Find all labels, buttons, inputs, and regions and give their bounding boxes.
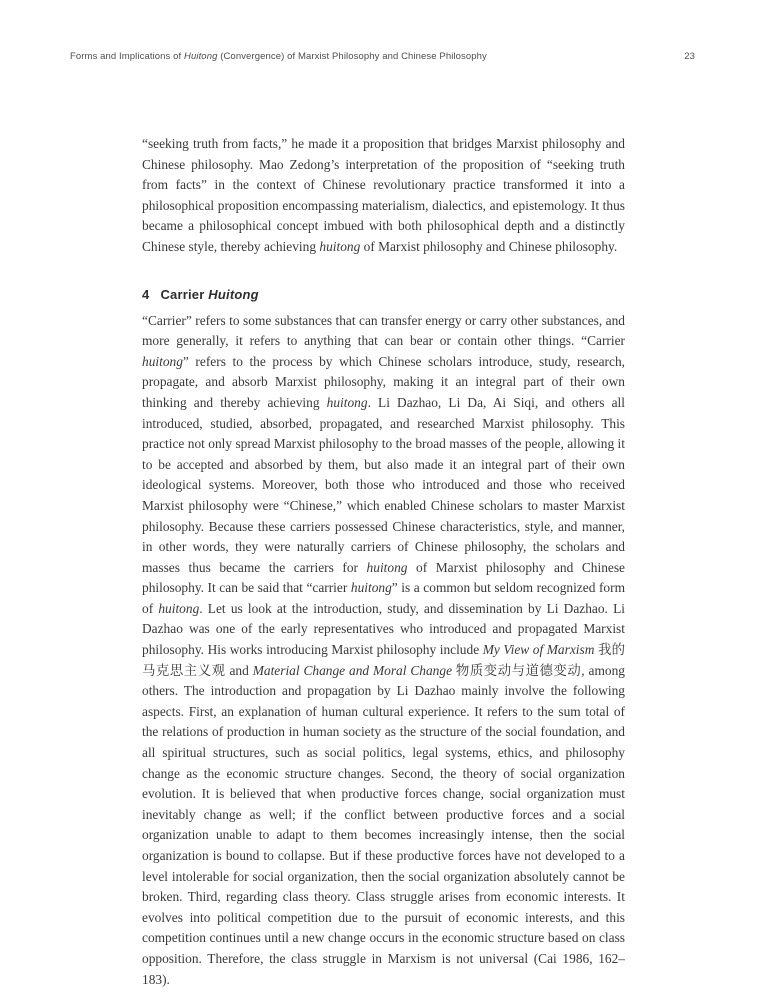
running-header-title: Forms and Implications of Huitong (Convergence) of Marxist Philosophy and Chinese Philosophy — [70, 51, 487, 62]
page-number: 23 — [684, 51, 695, 62]
section-title: Carrier Huitong — [160, 286, 259, 302]
running-header — [70, 51, 695, 62]
paragraph-seeking-truth: “seeking truth from facts,” he made it a proposition that bridges Marxist philosophy and Chinese philosophy. Mao Zedong’s interpretation of the proposition of “seeking truth from facts” in the context of Chinese revolutionary practice transformed it into a philosophical proposition encompassing materialism, dialectics, and epistemology. It thus became a philosophical concept imbued with both philosophical depth and a distinctly Chinese style, thereby achieving huitong of Marxist philosophy and Chinese philosophy. — [142, 136, 625, 254]
text-block — [142, 134, 625, 990]
paragraph-carrier-huitong: “Carrier” refers to some substances that can transfer energy or carry other substances, and more generally, it refers to anything that can bear or contain other things. “Carrier huitong” refers to the process by which Chinese scholars introduce, study, research, propagate, and absorb Marxist philosophy, making it an integral part of their own thinking and thereby achieving huitong. Li Dazhao, Li Da, Ai Siqi, and others all introduced, studied, absorbed, propagated, and researched Marxist philosophy. This practice not only spread Marxist philosophy to the broad masses of the people, allowing it to be accepted and absorbed by them, but also made it an integral part of their own ideological systems. Moreover, both those who introduced and those who received Marxist philosophy were “Chinese,” which enabled Chinese scholars to master Marxist philosophy. Because these carriers possessed Chinese characteristics, style, and manner, in other words, they were naturally carriers of Chinese philosophy, the scholars and masses thus became the carriers for huitong of Marxist philosophy and Chinese philosophy. It can be said that “carrier huitong” is a common but seldom recognized form of huitong. Let us look at the introduction, study, and dissemination by Li Dazhao. Li Dazhao was one of the early representatives who introduced and propagated Marxist philosophy. His works introducing Marxist philosophy include My View of Marxism 我的马克思主义观 and Material Change and Moral Change 物质变动与道德变动, among others. The introduction and propagation by Li Dazhao mainly involve the following aspects. First, an explanation of human cultural experience. It refers to the sum total of the relations of production in human society as the structure of the social foundation, and all spiritual structures, such as social politics, legal systems, ethics, and philosophy change as the economic structure changes. Second, the theory of social organization evolution. It is believed that when productive forces change, social organization must inevitably change as well; if the conflict between productive forces and a social organization unable to adapt to them becomes increasingly intense, then the social organization is bound to collapse. But if these productive forces have not developed to a level intolerable for social organization, then the social organization absolutely cannot be broken. Third, regarding class theory. Class struggle arises from economic interests. It evolves into political competition due to the pursuit of economic interests, and this competition continues until a new change occurs in the economic structure based on class opposition. Therefore, the class struggle in Marxism is not universal (Cai 1986, 162–183). — [142, 312, 626, 987]
section-heading — [142, 287, 625, 302]
section-number: 4 — [142, 286, 150, 302]
